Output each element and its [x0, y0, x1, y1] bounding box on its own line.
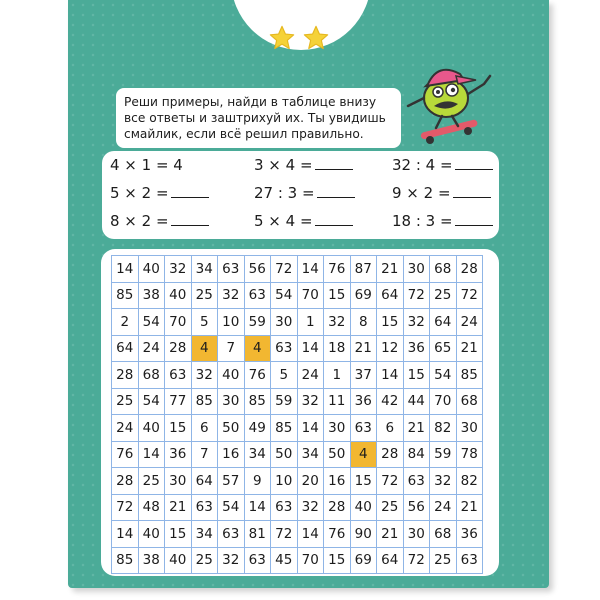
- grid-cell[interactable]: 15: [165, 521, 192, 548]
- grid-cell[interactable]: 21: [165, 494, 192, 521]
- grid-cell[interactable]: 38: [138, 282, 165, 309]
- grid-cell[interactable]: 5: [191, 309, 218, 336]
- grid-cell[interactable]: 30: [403, 256, 430, 283]
- grid-cell[interactable]: 85: [191, 388, 218, 415]
- grid-cell[interactable]: 21: [377, 256, 404, 283]
- grid-cell[interactable]: 64: [112, 335, 139, 362]
- grid-cell[interactable]: 21: [456, 335, 483, 362]
- grid-cell[interactable]: 25: [191, 547, 218, 574]
- grid-cell[interactable]: 21: [456, 494, 483, 521]
- grid-cell[interactable]: 76: [324, 521, 351, 548]
- grid-cell[interactable]: 40: [138, 521, 165, 548]
- grid-cell[interactable]: 69: [350, 282, 377, 309]
- grid-cell[interactable]: 30: [271, 309, 298, 336]
- grid-cell[interactable]: 14: [112, 256, 139, 283]
- grid-cell[interactable]: 1: [297, 309, 324, 336]
- grid-cell[interactable]: 50: [324, 441, 351, 468]
- grid-cell[interactable]: 16: [218, 441, 245, 468]
- grid-cell[interactable]: 72: [112, 494, 139, 521]
- grid-cell[interactable]: 32: [165, 256, 192, 283]
- grid-cell[interactable]: 85: [271, 415, 298, 442]
- grid-cell[interactable]: 24: [456, 309, 483, 336]
- problem-3: 32 : 4 =: [392, 156, 493, 174]
- grid-cell[interactable]: 63: [218, 256, 245, 283]
- grid-cell[interactable]: 69: [350, 547, 377, 574]
- grid-cell[interactable]: 40: [165, 282, 192, 309]
- grid-cell[interactable]: 56: [403, 494, 430, 521]
- grid-cell[interactable]: 14: [297, 256, 324, 283]
- grid-cell[interactable]: 28: [112, 468, 139, 495]
- grid-cell[interactable]: 8: [350, 309, 377, 336]
- grid-cell[interactable]: 15: [324, 547, 351, 574]
- grid-cell[interactable]: 25: [377, 494, 404, 521]
- grid-row: [112, 335, 483, 362]
- grid-cell[interactable]: 64: [377, 282, 404, 309]
- grid-row: [112, 256, 483, 283]
- grid-cell[interactable]: 64: [430, 309, 457, 336]
- grid-cell[interactable]: 14: [297, 521, 324, 548]
- grid-cell[interactable]: 32: [403, 309, 430, 336]
- grid-cell[interactable]: 90: [350, 521, 377, 548]
- grid-cell[interactable]: 82: [430, 415, 457, 442]
- grid-cell[interactable]: 34: [191, 521, 218, 548]
- number-grid: [111, 255, 483, 574]
- grid-cell[interactable]: 48: [138, 494, 165, 521]
- grid-cell[interactable]: 14: [297, 335, 324, 362]
- grid-cell[interactable]: 50: [271, 441, 298, 468]
- grid-cell[interactable]: 4: [191, 335, 218, 362]
- grid-cell[interactable]: 36: [350, 388, 377, 415]
- grid-cell[interactable]: 84: [403, 441, 430, 468]
- grid-cell[interactable]: 63: [165, 362, 192, 389]
- problem-8: 5 × 4 =: [254, 212, 353, 230]
- grid-cell[interactable]: 63: [403, 468, 430, 495]
- grid-cell[interactable]: 24: [430, 494, 457, 521]
- grid-cell[interactable]: 85: [244, 388, 271, 415]
- grid-row: [112, 282, 483, 309]
- grid-cell[interactable]: 4: [244, 335, 271, 362]
- grid-cell[interactable]: 25: [138, 468, 165, 495]
- problem-2: 3 × 4 =: [254, 156, 353, 174]
- grid-cell[interactable]: 32: [218, 282, 245, 309]
- grid-cell[interactable]: 68: [456, 388, 483, 415]
- grid-row: [112, 494, 483, 521]
- grid-cell[interactable]: 1: [324, 362, 351, 389]
- grid-cell[interactable]: 15: [165, 415, 192, 442]
- grid-cell[interactable]: 15: [324, 282, 351, 309]
- grid-cell[interactable]: 82: [456, 468, 483, 495]
- grid-cell[interactable]: 16: [324, 468, 351, 495]
- grid-cell[interactable]: 85: [112, 547, 139, 574]
- grid-cell[interactable]: 6: [377, 415, 404, 442]
- grid-cell[interactable]: 45: [271, 547, 298, 574]
- grid-cell[interactable]: 54: [138, 388, 165, 415]
- grid-cell[interactable]: 14: [244, 494, 271, 521]
- grid-cell[interactable]: 10: [271, 468, 298, 495]
- grid-cell[interactable]: 4: [350, 441, 377, 468]
- grid-cell[interactable]: 40: [138, 256, 165, 283]
- grid-cell[interactable]: 63: [271, 335, 298, 362]
- grid-cell[interactable]: 28: [456, 256, 483, 283]
- answer-blank[interactable]: [315, 157, 353, 170]
- grid-cell[interactable]: 32: [297, 494, 324, 521]
- grid-cell[interactable]: 42: [377, 388, 404, 415]
- grid-cell[interactable]: 24: [112, 415, 139, 442]
- grid-row: [112, 468, 483, 495]
- grid-cell[interactable]: 21: [403, 415, 430, 442]
- answer-blank[interactable]: [315, 213, 353, 226]
- grid-cell[interactable]: 85: [456, 362, 483, 389]
- grid-cell[interactable]: 28: [112, 362, 139, 389]
- grid-cell[interactable]: 32: [324, 309, 351, 336]
- grid-cell[interactable]: 14: [112, 521, 139, 548]
- grid-cell[interactable]: 37: [350, 362, 377, 389]
- skateboard-monster-icon: [398, 54, 510, 146]
- grid-cell[interactable]: 63: [244, 547, 271, 574]
- grid-cell[interactable]: 30: [165, 468, 192, 495]
- grid-row: [112, 441, 483, 468]
- grid-cell[interactable]: 54: [271, 282, 298, 309]
- grid-cell[interactable]: 25: [430, 547, 457, 574]
- grid-cell[interactable]: 21: [350, 335, 377, 362]
- grid-cell[interactable]: 70: [430, 388, 457, 415]
- grid-cell[interactable]: 68: [430, 256, 457, 283]
- grid-cell[interactable]: 12: [377, 335, 404, 362]
- grid-cell[interactable]: 36: [165, 441, 192, 468]
- grid-cell[interactable]: 56: [244, 256, 271, 283]
- grid-cell[interactable]: 72: [271, 256, 298, 283]
- grid-cell[interactable]: 25: [112, 388, 139, 415]
- rating-stars: [268, 24, 330, 52]
- grid-cell[interactable]: 30: [324, 415, 351, 442]
- grid-cell[interactable]: 78: [456, 441, 483, 468]
- grid-cell[interactable]: 63: [350, 415, 377, 442]
- grid-cell[interactable]: 28: [165, 335, 192, 362]
- answer-blank[interactable]: [453, 185, 491, 198]
- answer-blank[interactable]: [171, 185, 209, 198]
- grid-cell[interactable]: 24: [297, 362, 324, 389]
- grid-cell[interactable]: 70: [297, 282, 324, 309]
- grid-cell[interactable]: 63: [244, 282, 271, 309]
- grid-cell[interactable]: 40: [165, 547, 192, 574]
- grid-cell[interactable]: 76: [244, 362, 271, 389]
- answer-blank[interactable]: [317, 185, 355, 198]
- star-icon: [268, 24, 296, 52]
- problem-1: 4 × 1 = 4: [110, 156, 183, 174]
- grid-row: [112, 521, 483, 548]
- problem-6: 9 × 2 =: [392, 184, 491, 202]
- problem-7: 8 × 2 =: [110, 212, 209, 230]
- grid-cell[interactable]: 34: [191, 256, 218, 283]
- grid-cell[interactable]: 50: [218, 415, 245, 442]
- grid-cell[interactable]: 63: [191, 494, 218, 521]
- grid-cell[interactable]: 30: [218, 388, 245, 415]
- grid-cell[interactable]: 40: [218, 362, 245, 389]
- grid-cell[interactable]: 85: [112, 282, 139, 309]
- grid-cell[interactable]: 20: [297, 468, 324, 495]
- grid-cell[interactable]: 65: [430, 335, 457, 362]
- grid-cell[interactable]: 77: [165, 388, 192, 415]
- grid-cell[interactable]: 14: [377, 362, 404, 389]
- grid-cell[interactable]: 6: [191, 415, 218, 442]
- answer-blank[interactable]: [171, 213, 209, 226]
- grid-cell[interactable]: 72: [271, 521, 298, 548]
- answer-blank[interactable]: [455, 157, 493, 170]
- grid-cell[interactable]: 49: [244, 415, 271, 442]
- grid-row: [112, 388, 483, 415]
- grid-cell[interactable]: 32: [191, 362, 218, 389]
- grid-cell[interactable]: 34: [297, 441, 324, 468]
- grid-cell[interactable]: 32: [430, 468, 457, 495]
- star-icon: [302, 24, 330, 52]
- grid-cell[interactable]: 32: [297, 388, 324, 415]
- grid-cell[interactable]: 14: [138, 441, 165, 468]
- grid-cell[interactable]: 63: [456, 547, 483, 574]
- grid-cell[interactable]: 38: [138, 547, 165, 574]
- grid-cell[interactable]: 25: [191, 282, 218, 309]
- grid-cell[interactable]: 54: [218, 494, 245, 521]
- problem-4: 5 × 2 =: [110, 184, 209, 202]
- instruction-text: Реши примеры, найди в таблице внизу все ответы и заштрихуй их. Ты увидишь смайлик, если всё решил правильно.: [124, 95, 386, 141]
- problem-9: 18 : 3 =: [392, 212, 493, 230]
- grid-cell[interactable]: 64: [191, 468, 218, 495]
- grid-cell[interactable]: 21: [377, 521, 404, 548]
- grid-cell[interactable]: 72: [403, 282, 430, 309]
- grid-cell[interactable]: 68: [138, 362, 165, 389]
- grid-cell[interactable]: 10: [218, 309, 245, 336]
- grid-cell[interactable]: 81: [244, 521, 271, 548]
- grid-cell[interactable]: 30: [456, 415, 483, 442]
- grid-cell[interactable]: 54: [138, 309, 165, 336]
- grid-cell[interactable]: 59: [244, 309, 271, 336]
- grid-cell[interactable]: 2: [112, 309, 139, 336]
- grid-cell[interactable]: 36: [403, 335, 430, 362]
- grid-row: [112, 309, 483, 336]
- grid-cell[interactable]: 54: [430, 362, 457, 389]
- answer-blank[interactable]: [455, 213, 493, 226]
- problem-5: 27 : 3 =: [254, 184, 355, 202]
- grid-cell[interactable]: 40: [138, 415, 165, 442]
- grid-cell[interactable]: 7: [191, 441, 218, 468]
- grid-cell[interactable]: 70: [297, 547, 324, 574]
- grid-cell[interactable]: 59: [430, 441, 457, 468]
- grid-cell[interactable]: 72: [403, 547, 430, 574]
- grid-cell[interactable]: 7: [218, 335, 245, 362]
- grid-cell[interactable]: 76: [112, 441, 139, 468]
- grid-cell[interactable]: 30: [403, 521, 430, 548]
- grid-cell[interactable]: 34: [244, 441, 271, 468]
- grid-cell[interactable]: 28: [377, 441, 404, 468]
- grid-cell[interactable]: 63: [271, 494, 298, 521]
- grid-cell[interactable]: 72: [456, 282, 483, 309]
- grid-cell[interactable]: 57: [218, 468, 245, 495]
- grid-row: [112, 415, 483, 442]
- grid-cell[interactable]: 24: [138, 335, 165, 362]
- grid-row: [112, 362, 483, 389]
- grid-cell[interactable]: 68: [430, 521, 457, 548]
- grid-cell[interactable]: 28: [324, 494, 351, 521]
- grid-cell[interactable]: 36: [456, 521, 483, 548]
- grid-cell[interactable]: 63: [218, 521, 245, 548]
- grid-cell[interactable]: 11: [324, 388, 351, 415]
- grid-cell[interactable]: 18: [324, 335, 351, 362]
- grid-cell[interactable]: 72: [377, 468, 404, 495]
- grid-cell[interactable]: 64: [377, 547, 404, 574]
- grid-cell[interactable]: 87: [350, 256, 377, 283]
- grid-cell[interactable]: 14: [297, 415, 324, 442]
- grid-cell[interactable]: 9: [244, 468, 271, 495]
- grid-row: [112, 547, 483, 574]
- grid-cell[interactable]: 44: [403, 388, 430, 415]
- grid-cell[interactable]: 25: [430, 282, 457, 309]
- grid-cell[interactable]: 70: [165, 309, 192, 336]
- grid-cell[interactable]: 32: [218, 547, 245, 574]
- grid-cell[interactable]: 40: [350, 494, 377, 521]
- grid-cell[interactable]: 59: [271, 388, 298, 415]
- grid-cell[interactable]: 5: [271, 362, 298, 389]
- grid-cell[interactable]: 15: [350, 468, 377, 495]
- grid-cell[interactable]: 15: [377, 309, 404, 336]
- grid-cell[interactable]: 15: [403, 362, 430, 389]
- grid-cell[interactable]: 76: [324, 256, 351, 283]
